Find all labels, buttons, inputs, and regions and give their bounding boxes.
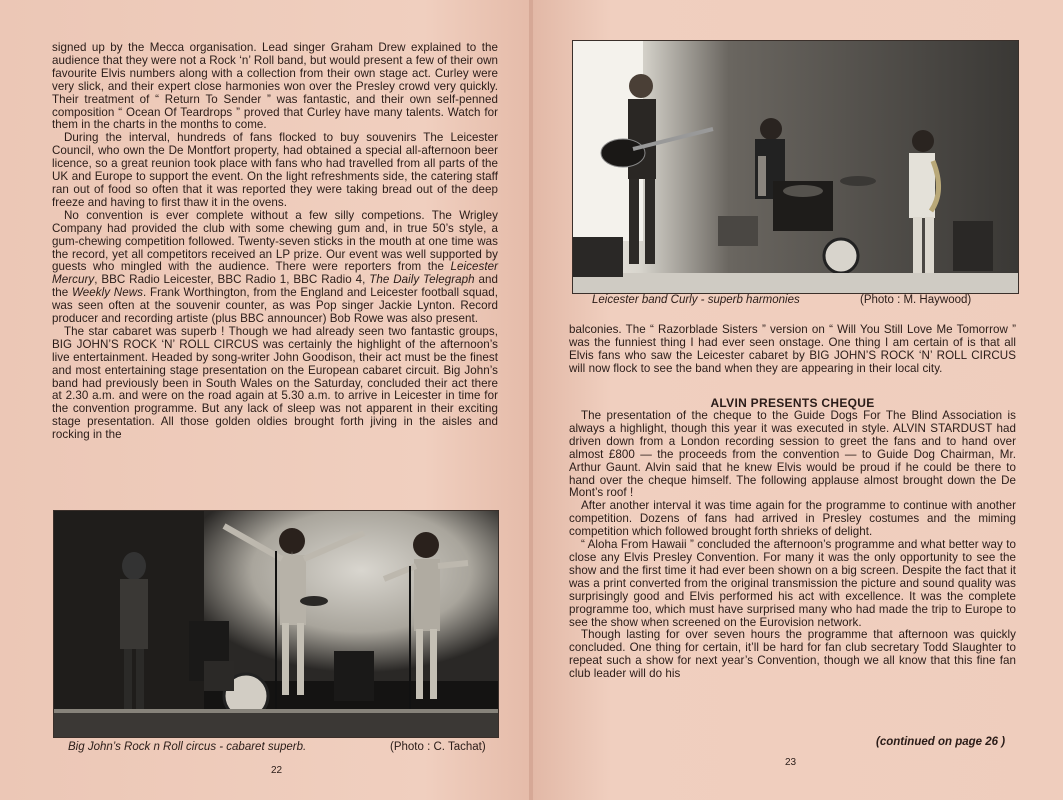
continued-note: (continued on page 26 ): [876, 736, 1006, 748]
right-paragraph: Though lasting for over seven hours the programme that afternoon was quickly concluded. One thing for certain, it’ll be hard for fan club secretary Todd Slaughter to repeat such a show for next year’s Convention, though we all know that this fine fan club leader will do his: [569, 628, 1016, 681]
left-paragraph: signed up by the Mecca organisation. Lead singer Graham Drew explained to the audience that they were not a Rock ‘n’ Roll band, but would present a few of their own favourite Elvis numbers along with a collection from their own stage act. Curley were very slick, and their expert close harmonies won over the Presley crowd very quickly. Their treatment of “ Return To Sender ” was fantastic, and their own self-penned composition “ Ocean Of Teardrops ” proved that Curley have many talents. Watch for them in the charts in the months to come.: [52, 41, 498, 132]
right-paragraph: “ Aloha From Hawaii ” concluded the afternoon’s programme and what better way to close any Elvis Presley Convention. For many it was the only opportunity to see the show and the first time it had ever been shown on a big screen. Despite the fact that it was a print converted from the original transmission the picture and sound quality was surprisingly good and Elvis performed his act with excellence. It was the complete programme too, which must have surprised many who had made the trip to Europe to see the show when screened on the Eurovision network.: [569, 538, 1016, 629]
section-heading: ALVIN PRESENTS CHEQUE: [710, 396, 875, 410]
big-john-cabaret-photo: [53, 510, 499, 738]
curly-photo-image: [573, 41, 1018, 293]
right-photo-caption: Leicester band Curly - superb harmonies: [592, 294, 800, 306]
right-photo-credit: (Photo : M. Haywood): [860, 294, 972, 306]
right-article-text: [569, 410, 1016, 681]
right-paragraph: The presentation of the cheque to the Guide Dogs For The Blind Association is always a highlight, though this year it was executed in style. ALVIN STARDUST had driven down from a London recording session to greet the fans and to hand over almost £800 — the proceeds from the convention — to Guide Dog Chairman, Mr. Arthur Gaunt. Alvin said that he knew Elvis would be proud if he could be there to hand over the cheque himself. The following applause almost brought down the De Mont’s roof !: [569, 409, 1016, 500]
page-gutter: [529, 0, 533, 800]
cabaret-photo-image: [54, 511, 498, 737]
left-page-number: 22: [271, 765, 283, 776]
left-paragraph: The star cabaret was superb ! Though we had already seen two fantastic groups, BIG JOHN’S ROCK ‘N’ ROLL CIRCUS was certainly the highlight of the afternoon’s live entertainment. Headed by song-writer John Goodison, their act must be the finest and most entertaining stage presentation on the European cabaret circuit. Big John’s band had previously been in South Wales on the Saturday, concluded their act there at 2.30 a.m. and were on the road again at 5.30 a.m. to arrive in Leicester in time for the convention programme. But any lack of sleep was not apparent in their exciting stage presentation. All those golden oldies brought forth jiving in the aisles and rocking in the: [52, 324, 498, 442]
right-page-number: 23: [785, 757, 797, 768]
intro-paragraph-text: balconies. The “ Razorblade Sisters ” version on “ Will You Still Love Me Tomorrow ” was the funniest thing I had ever seen onstage. One thing I am certain of is that all Elvis fans who saw the Leicester cabaret by BIG JOHN’S ROCK ‘N’ ROLL CIRCUS will now flock to see the band when they are appearing in their local city.: [569, 323, 1016, 375]
right-paragraph: After another interval it was time again for the programme to continue with another competition. Dozens of fans had arrived in Presley costumes and the miming competition which followed brought forth shrieks of delight.: [569, 499, 1016, 539]
left-paragraph: During the interval, hundreds of fans flocked to buy souvenirs The Leicester Council, who own the De Montfort property, had obtained a special all-afternoon beer licence, so a great reunion took place with fans who had travelled from all parts of the UK and Europe to support the event. On the light refreshments side, the catering staff ran out of food so often that it was reported they were taking bread out of the deep freeze and having to first thaw it in the ovens.: [52, 131, 498, 209]
left-photo-credit: (Photo : C. Tachat): [390, 741, 486, 753]
right-intro-paragraph: [569, 324, 1016, 376]
left-photo-caption: Big John’s Rock n Roll circus - cabaret superb.: [68, 741, 307, 753]
left-paragraph: No convention is ever complete without a few silly competions. The Wrigley Company had provided the club with some chewing gum and, in true 50’s style, a gum-chewing competition followed. Twenty-seven sticks in the mouth at one time was the record, yet all competitors received an LP prize. Our event was well supported by guests who mingled with the audience. There were reporters from the Leicester Mercury, BBC Radio Leicester, BBC Radio 1, BBC Radio 4, The Daily Telegraph and the Weekly News. Frank Worthington, from the England and Leicester football squad, was seen often at the souvenir counter, as was Pop singer Jackie Lynton. Record producer and recording artiste (plus BBC announcer) Bob Rowe was also present.: [52, 208, 498, 326]
left-article-text: [52, 42, 498, 442]
curly-band-photo: [572, 40, 1019, 294]
